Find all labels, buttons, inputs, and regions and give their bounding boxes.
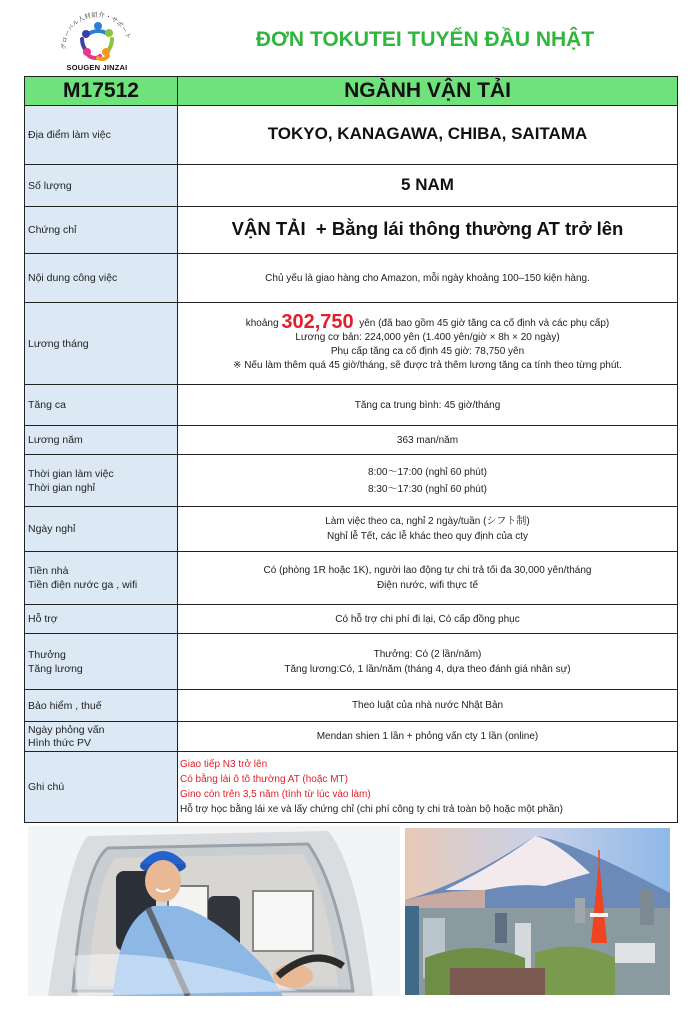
break-hours: 8:30～17:30 (nghỉ 60 phút) [368,483,487,495]
table-row-quantity [25,165,678,207]
row-label: Thưởng [28,648,66,661]
certificate-value: VẬN TẢI + Bằng lái thông thường AT trở lên [231,217,624,239]
interview-value: Mendan shien 1 lần + phỏng vấn cty 1 lần (online) [178,722,678,752]
table-row-housing [25,552,678,605]
table-row-support [25,605,678,634]
table-row-notes [25,752,678,823]
table-row-hours [25,455,678,507]
note-black: Hỗ trợ học bằng lái xe và lấy chứng chỉ (chi phí công ty chi trả toàn bộ hoặc một phần) [180,804,563,815]
row-label: Tăng lương [28,662,83,675]
annual-value: 363 man/năm [178,426,678,455]
logo-emblem-icon [52,6,142,64]
salary-prefix: khoảng [245,317,279,329]
row-label: Thời gian làm việc [28,467,114,480]
salary-overtime-allowance: Phụ cấp tăng ca cố định 45 giờ: 78,750 yên [330,345,525,357]
row-label: Thời gian nghỉ [28,481,96,494]
row-label: Tiền nhà [28,565,69,577]
salary-amount: 302,750 [281,310,354,333]
row-label: Chứng chỉ [25,207,178,254]
row-label: Số lượng [25,165,178,207]
raise-line: Tăng lương:Có, 1 lần/năm (tháng 4, dựa theo đánh giá nhân sự) [284,663,571,675]
table-row-holidays [25,507,678,552]
job-table [24,76,678,823]
table-row-overtime [25,385,678,426]
row-label: Tiền điện nước ga , wifi [28,579,138,591]
support-value: Có hỗ trợ chi phí đi lại, Có cấp đồng phục [178,605,678,634]
overtime-value: Tăng ca trung bình: 45 giờ/tháng [178,385,678,426]
row-label: Ghi chú [25,752,178,823]
row-label: Bảo hiểm , thuế [25,690,178,722]
job-value: Chủ yếu là giao hàng cho Amazon, mỗi ngày khoảng 100–150 kiện hàng. [178,254,678,303]
holidays-line1: Làm việc theo ca, nghỉ 2 ngày/tuần (シフト制) [325,516,530,527]
table-row-bonus [25,634,678,690]
insurance-value: Theo luật của nhà nước Nhật Bản [178,690,678,722]
salary-suffix: yên (đã bao gồm 45 giờ tăng ca cố định và các phụ cấp) [359,317,610,329]
mount-fuji-tokyo-photo [405,828,670,995]
note-red-2: Có bằng lái ô tô thường AT (hoặc MT) [180,774,348,785]
row-label: Ngày phỏng vấn [28,723,105,736]
logo-arc-text: グローバル人材紹介・サポート [59,10,133,51]
table-row-interview [25,722,678,752]
logo-name: SOUGEN JINZAI [66,63,128,72]
row-label: Lương năm [25,426,178,455]
table-row-salary [25,303,678,385]
salary-main-line [178,310,677,333]
note-red-3: Gino còn trên 3,5 năm (tính từ lúc vào làm) [180,789,371,800]
row-label: Ngày nghỉ [25,507,178,552]
holidays-line2: Nghỉ lễ Tết, các lễ khác theo quy định của cty [326,531,529,542]
housing-line1: Có (phòng 1R hoặc 1K), người lao động tự chi trả tối đa 30,000 yên/tháng [263,565,592,576]
truck-driver-photo [28,826,400,996]
work-hours: 8:00～17:00 (nghỉ 60 phút) [368,466,487,478]
table-row-job [25,254,678,303]
bonus-line: Thưởng: Có (2 lần/năm) [373,648,482,660]
job-code: M17512 [25,77,178,106]
housing-line2: Điện nước, wifi thực tế [376,580,479,591]
company-logo [52,6,142,74]
quantity-value: 5 NAM [401,174,454,194]
table-row-location [25,106,678,165]
page-title: ĐƠN TOKUTEI TUYỂN ĐẦU NHẬT [255,28,595,51]
industry-title: NGÀNH VẬN TẢI [178,77,678,106]
table-row-insurance [25,690,678,722]
note-red-1: Giao tiếp N3 trở lên [180,759,268,770]
salary-base: Lương cơ bản: 224,000 yên (1.400 yên/giờ × 8h × 20 ngày) [295,331,560,343]
row-label: Tăng ca [25,385,178,426]
header-row [25,77,678,106]
table-row-certificate [25,207,678,254]
row-label: Hỗ trợ [25,605,178,634]
row-label: Nội dung công việc [25,254,178,303]
row-label: Hình thức PV [28,736,92,749]
row-label: Địa điểm làm việc [25,106,178,165]
table-row-annual [25,426,678,455]
salary-note: ※ Nếu làm thêm quá 45 giờ/tháng, sẽ được trả thêm lương tăng ca tính theo từng phút. [233,359,622,371]
location-value: TOKYO, KANAGAWA, CHIBA, SAITAMA [267,124,588,143]
row-label: Lương tháng [25,303,178,385]
